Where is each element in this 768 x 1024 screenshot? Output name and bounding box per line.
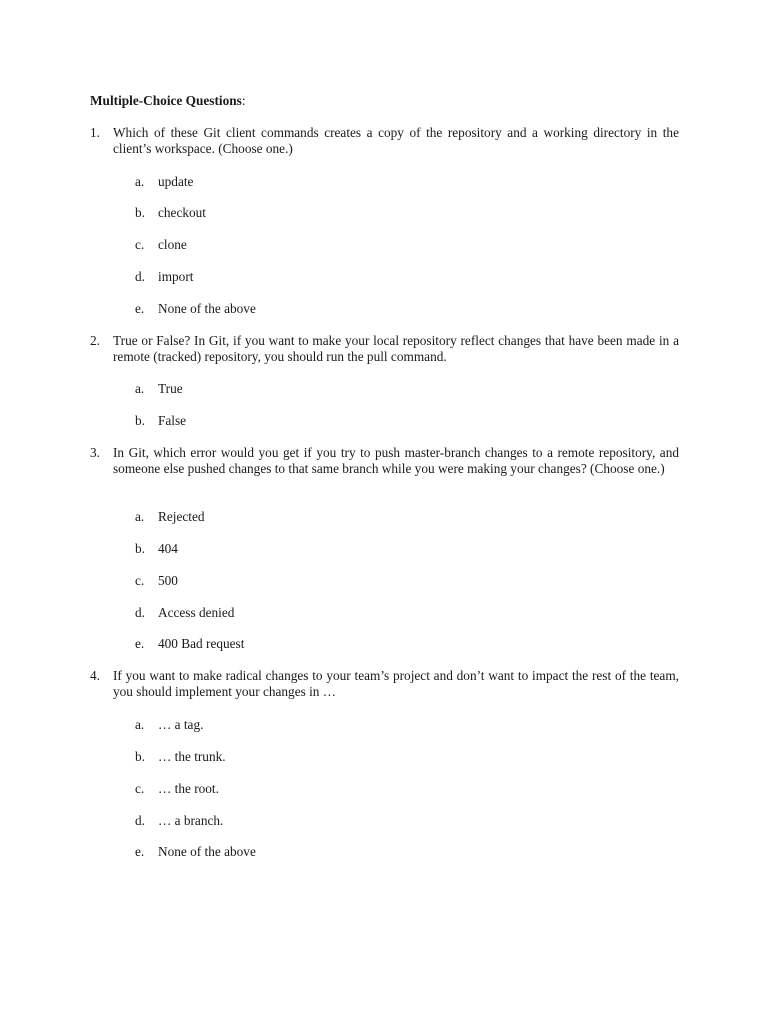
option-letter: d.	[135, 605, 145, 620]
option-text: … a tag.	[158, 717, 204, 732]
option-text: True	[158, 381, 183, 396]
option-letter: d.	[135, 813, 145, 828]
option-letter: e.	[135, 844, 145, 859]
option-letter: d.	[135, 269, 145, 284]
option-letter: b.	[135, 205, 145, 220]
heading-title: Multiple-Choice Questions	[90, 93, 242, 108]
option-letter: b.	[135, 541, 145, 556]
option-text: 500	[158, 573, 178, 588]
option-text: 400 Bad request	[158, 636, 245, 651]
option-letter: a.	[135, 381, 145, 396]
option-letter: b.	[135, 413, 145, 428]
option-letter: e.	[135, 636, 145, 651]
question-text: In Git, which error would you get if you try to push master-branch changes to a remote repository, and someone else pushed changes to that same branch while you were making your changes? (Choose one.)	[113, 445, 679, 476]
question-number: 2.	[90, 333, 100, 348]
option-letter: b.	[135, 749, 145, 764]
option-letter: c.	[135, 781, 145, 796]
option-text: False	[158, 413, 187, 428]
question-text: True or False? In Git, if you want to make your local repository reflect changes that have been made in a remote (tracked) repository, you should run the pull command.	[113, 333, 679, 364]
question-text: Which of these Git client commands creates a copy of the repository and a working directory in the client’s workspace. (Choose one.)	[113, 125, 679, 156]
option-text: None of the above	[158, 844, 256, 859]
option-text: update	[158, 174, 194, 189]
option-text: Rejected	[158, 509, 205, 524]
option-text: checkout	[158, 205, 206, 220]
heading-colon: :	[241, 93, 246, 108]
option-text: … the root.	[158, 781, 219, 796]
question-number: 1.	[90, 125, 100, 140]
option-text: clone	[158, 237, 187, 252]
option-text: … a branch.	[158, 813, 224, 828]
option-text: … the trunk.	[158, 749, 226, 764]
option-letter: a.	[135, 174, 145, 189]
option-letter: c.	[135, 237, 145, 252]
question-text: If you want to make radical changes to your team’s project and don’t want to impact the rest of the team, you should implement your changes in …	[113, 668, 679, 699]
option-letter: e.	[135, 301, 145, 316]
option-text: import	[158, 269, 194, 284]
option-text: Access denied	[158, 605, 235, 620]
question-number: 4.	[90, 668, 100, 683]
option-letter: c.	[135, 573, 145, 588]
question-number: 3.	[90, 445, 100, 460]
option-text: None of the above	[158, 301, 256, 316]
section-heading	[90, 93, 246, 109]
option-letter: a.	[135, 509, 145, 524]
option-letter: a.	[135, 717, 145, 732]
option-text: 404	[158, 541, 178, 556]
